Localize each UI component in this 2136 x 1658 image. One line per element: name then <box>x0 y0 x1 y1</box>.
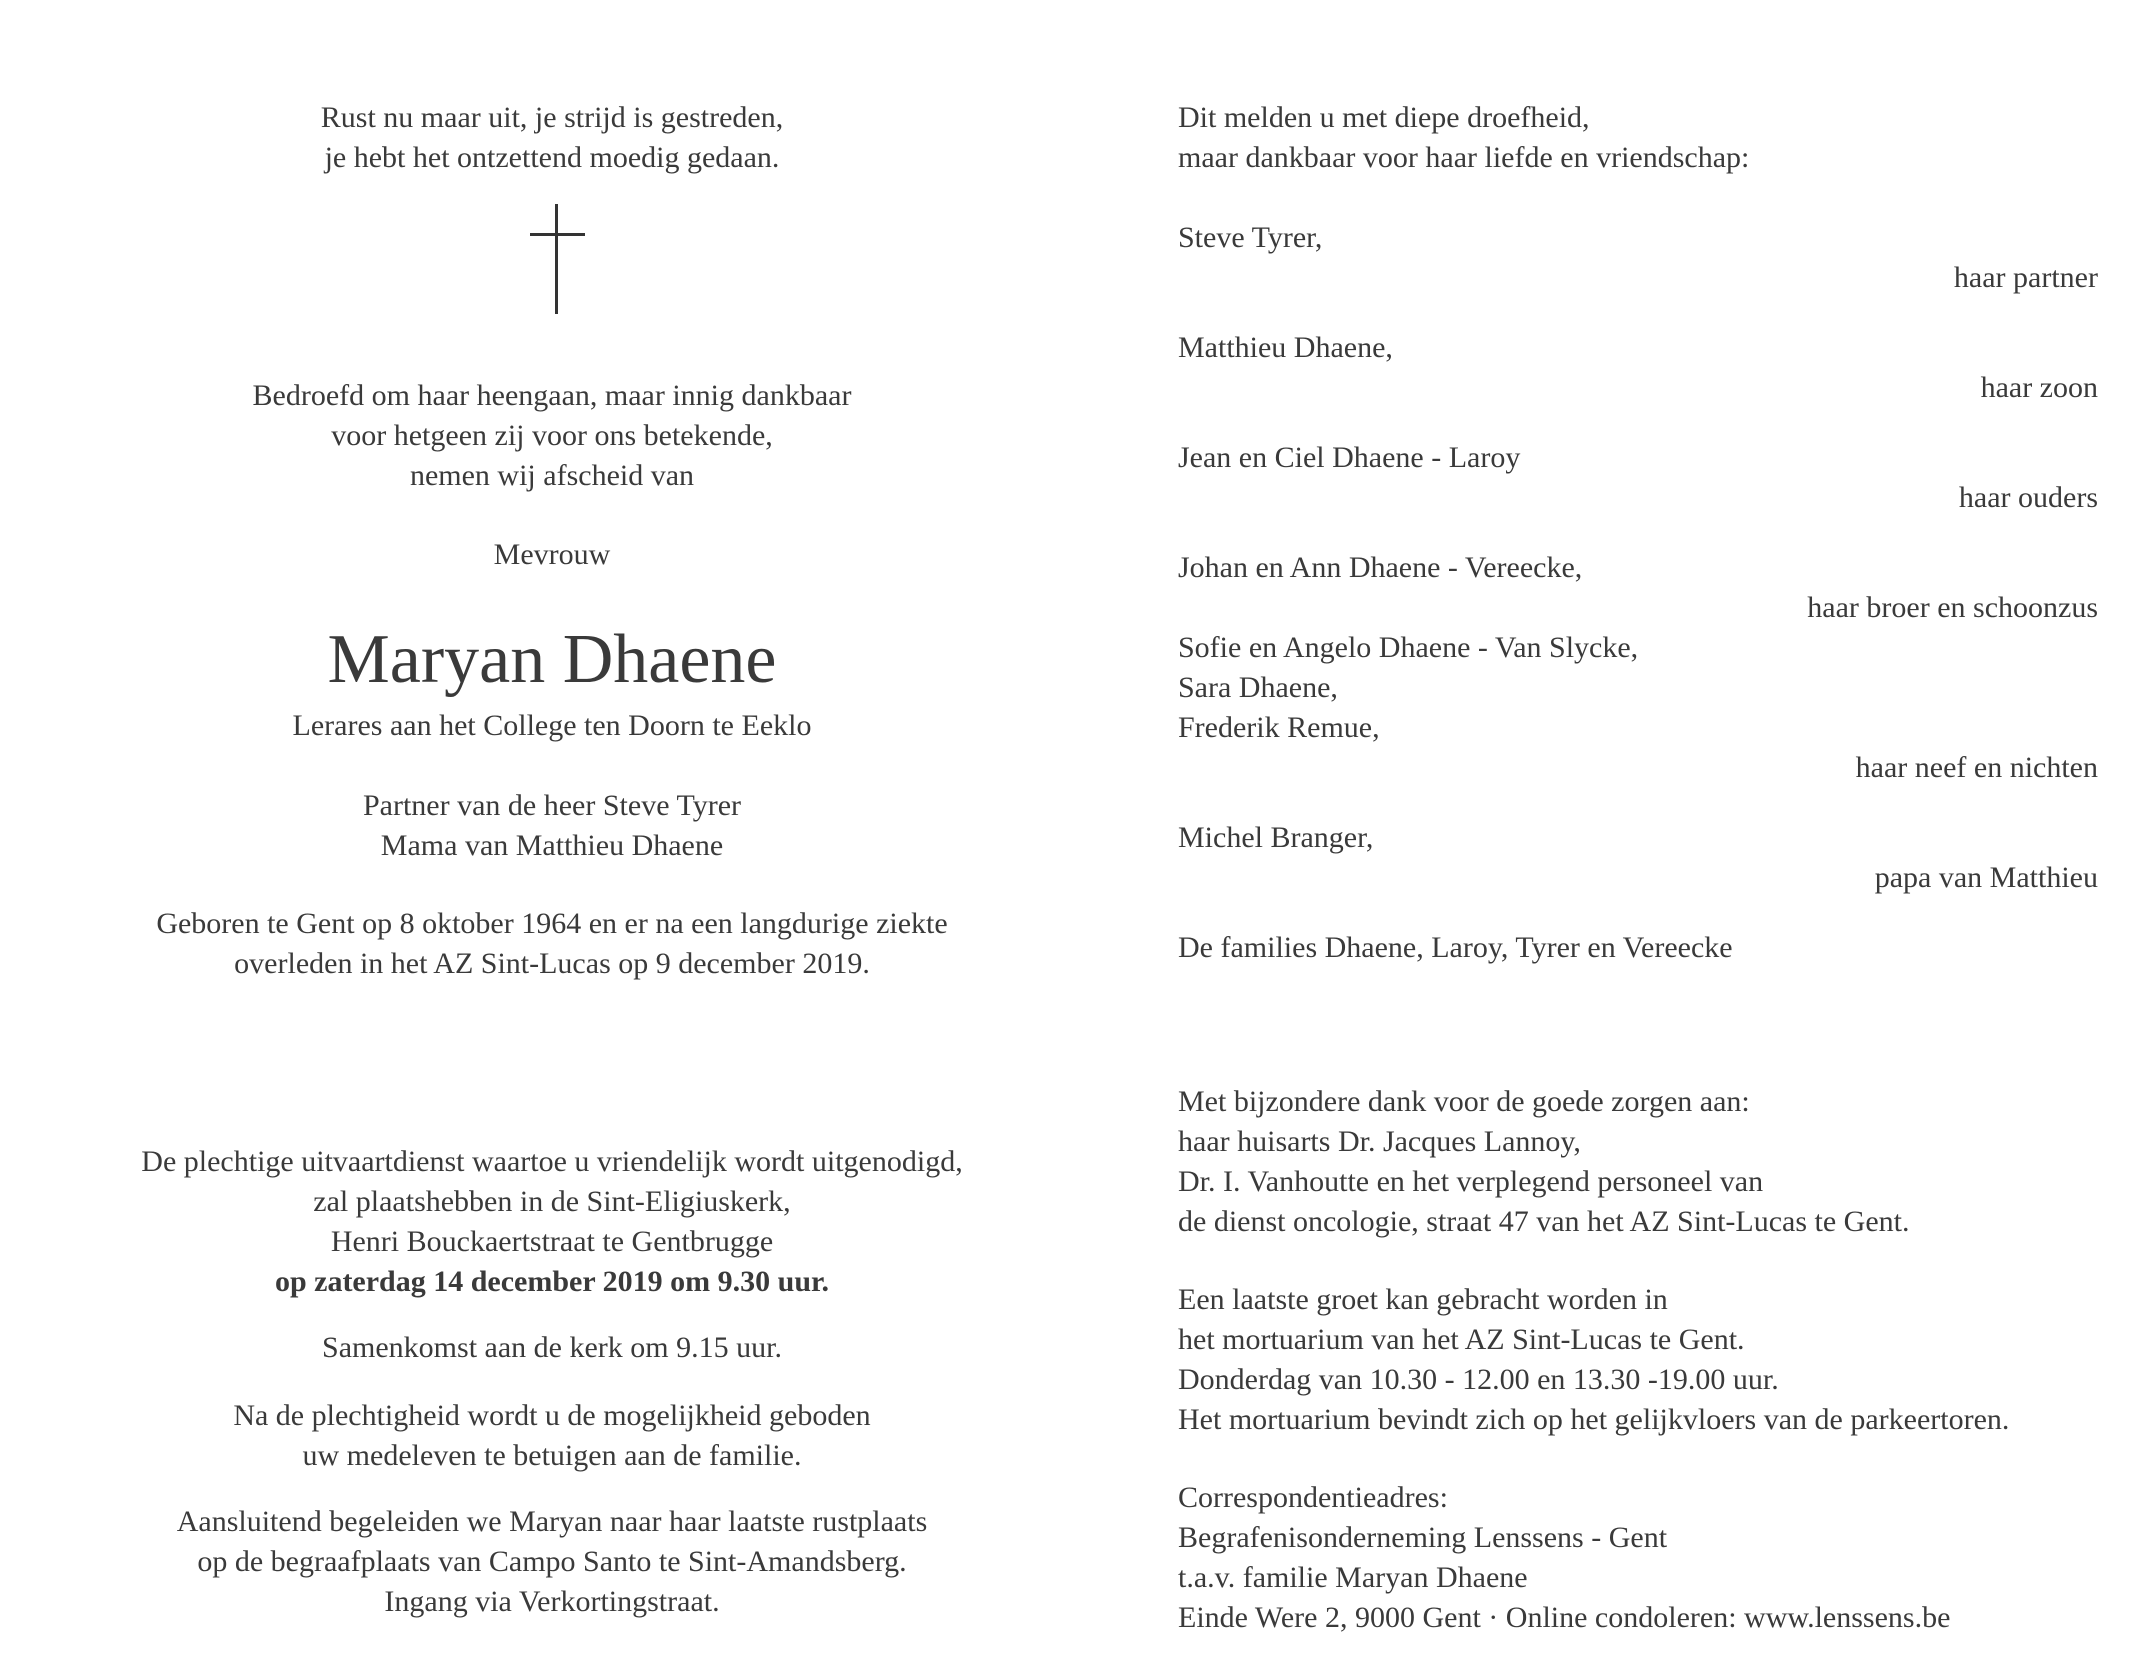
announce-line: Dit melden u met diepe droefheid, <box>1178 101 1590 134</box>
family-name: Steve Tyrer, <box>1178 221 1323 254</box>
announce-line: maar dankbaar voor haar liefde en vriendschap: <box>1178 141 1750 174</box>
family-role: haar broer en schoonzus <box>1807 591 2098 624</box>
family-name: Jean en Ciel Dhaene - Laroy <box>1178 441 1521 474</box>
left-column <box>52 0 1052 1658</box>
burial-line: Ingang via Verkortingstraat. <box>384 1585 720 1618</box>
life-line: Geboren te Gent op 8 oktober 1964 en er na een langdurige ziekte <box>156 907 948 940</box>
condolence-line: uw medeleven te betuigen aan de familie. <box>302 1439 802 1472</box>
right-column <box>1178 0 2098 1658</box>
burial-line: Aansluitend begeleiden we Maryan naar haar laatste rustplaats <box>176 1505 928 1538</box>
family-name: Sara Dhaene, <box>1178 671 1338 704</box>
verse-line: Rust nu maar uit, je strijd is gestreden, <box>320 101 784 134</box>
family-name: Matthieu Dhaene, <box>1178 331 1393 364</box>
family-role: haar neef en nichten <box>1855 751 2098 784</box>
visit-line: Het mortuarium bevindt zich op het gelijkvloers van de parkeertoren. <box>1178 1403 2010 1436</box>
life-line: overleden in het AZ Sint-Lucas op 9 december 2019. <box>234 947 870 980</box>
family-role: haar partner <box>1953 261 2098 294</box>
thanks-line: haar huisarts Dr. Jacques Lannoy, <box>1178 1125 1581 1158</box>
address-line: Correspondentieadres: <box>1178 1481 1448 1514</box>
family-role: haar ouders <box>1958 481 2098 514</box>
address-line: t.a.v. familie Maryan Dhaene <box>1178 1561 1528 1594</box>
burial-line: op de begraafplaats van Campo Santo te Sint-Amandsberg. <box>197 1545 907 1578</box>
family-name: Sofie en Angelo Dhaene - Van Slycke, <box>1178 631 1639 664</box>
visit-line: het mortuarium van het AZ Sint-Lucas te Gent. <box>1178 1323 1745 1356</box>
visit-line: Donderdag van 10.30 - 12.00 en 13.30 -19.00 uur. <box>1178 1363 1779 1396</box>
intro-line: Bedroefd om haar heengaan, maar innig dankbaar <box>252 379 852 412</box>
family-role: papa van Matthieu <box>1874 861 2098 894</box>
verse-line: je hebt het ontzettend moedig gedaan. <box>324 141 780 174</box>
service-date: op zaterdag 14 december 2019 om 9.30 uur. <box>274 1265 830 1298</box>
occupation: Lerares aan het College ten Doorn te Eeklo <box>292 709 812 742</box>
relation-line: Mama van Matthieu Dhaene <box>380 829 724 862</box>
family-role: haar zoon <box>1980 371 2098 404</box>
cross-icon <box>52 204 1052 314</box>
intro-line: voor hetgeen zij voor ons betekende, <box>331 419 773 452</box>
visit-line: Een laatste groet kan gebracht worden in <box>1178 1283 1668 1316</box>
thanks-line: de dienst oncologie, straat 47 van het AZ Sint-Lucas te Gent. <box>1178 1205 1910 1238</box>
service-line: zal plaatshebben in de Sint-Eligiuskerk, <box>313 1185 791 1218</box>
intro-line: nemen wij afscheid van <box>409 459 695 492</box>
family-name: Michel Branger, <box>1178 821 1374 854</box>
gathering-text: Samenkomst aan de kerk om 9.15 uur. <box>322 1331 782 1364</box>
address-line: Einde Were 2, 9000 Gent · Online condoleren: www.lenssens.be <box>1178 1601 1951 1634</box>
family-name: Johan en Ann Dhaene - Vereecke, <box>1178 551 1583 584</box>
service-line: De plechtige uitvaartdienst waartoe u vriendelijk wordt uitgenodigd, <box>141 1145 963 1178</box>
service-line: Henri Bouckaertstraat te Gentbrugge <box>330 1225 774 1258</box>
families-line: De families Dhaene, Laroy, Tyrer en Vereecke <box>1178 931 1733 964</box>
address-line: Begrafenisonderneming Lenssens - Gent <box>1178 1521 1668 1554</box>
family-name: Frederik Remue, <box>1178 711 1380 744</box>
thanks-line: Dr. I. Vanhoutte en het verplegend personeel van <box>1178 1165 1764 1198</box>
condolence-line: Na de plechtigheid wordt u de mogelijkheid geboden <box>233 1399 871 1432</box>
deceased-name: Maryan Dhaene <box>327 621 777 698</box>
relation-line: Partner van de heer Steve Tyrer <box>362 789 742 822</box>
salutation: Mevrouw <box>493 538 611 571</box>
thanks-line: Met bijzondere dank voor de goede zorgen aan: <box>1178 1085 1750 1118</box>
